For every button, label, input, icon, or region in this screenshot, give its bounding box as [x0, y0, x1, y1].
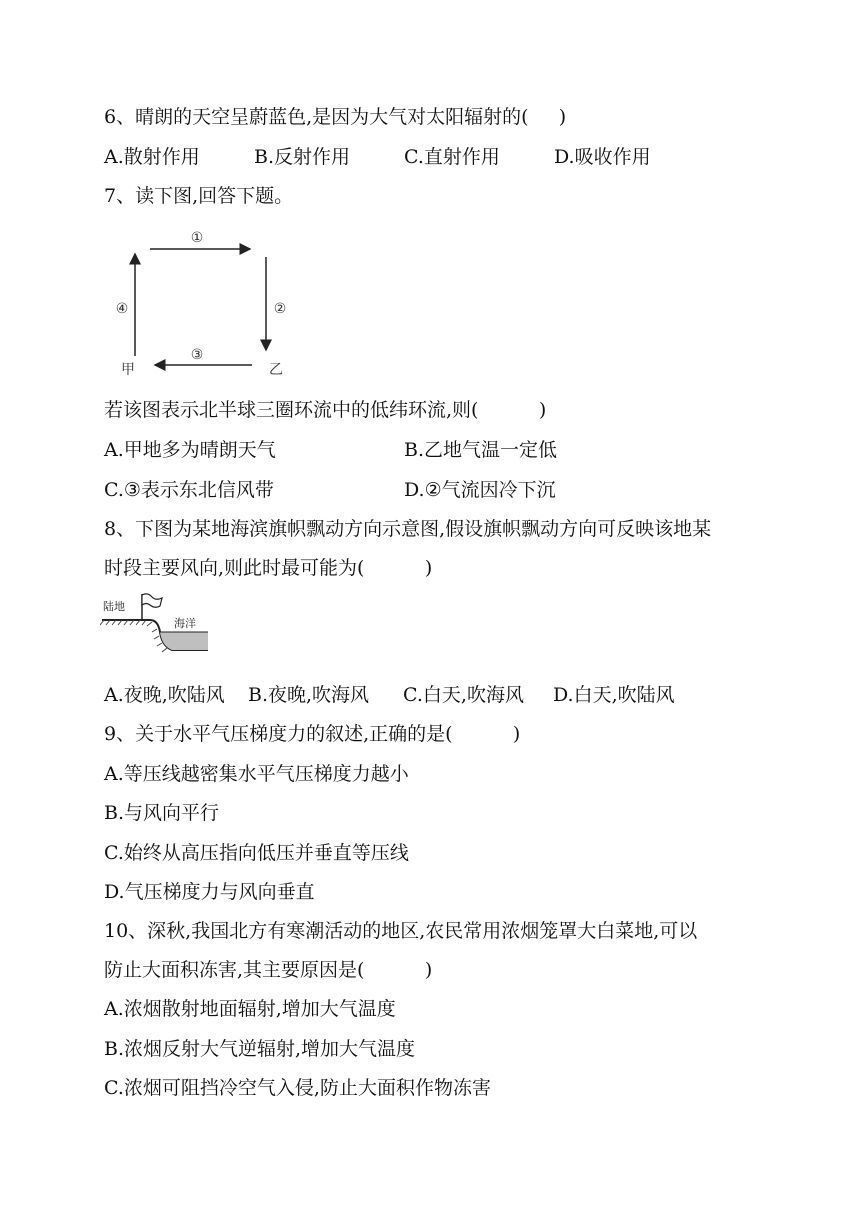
q7-option-b: B.乙地气温一定低 — [404, 439, 558, 461]
label-2: ② — [273, 301, 287, 317]
q7-option-d: D.②气流因冷下沉 — [404, 479, 556, 501]
q6-option-a: A.散射作用 — [104, 146, 200, 168]
q9-stem: 9、关于水平气压梯度力的叙述,正确的是( ) — [104, 723, 521, 745]
label-4: ④ — [115, 301, 129, 317]
q8-option-b: B.夜晚,吹海风 — [248, 684, 370, 706]
label-land: 陆地 — [103, 600, 125, 613]
circulation-diagram — [100, 222, 310, 382]
q7-stem: 7、读下图,回答下题。 — [104, 185, 294, 207]
q6-option-c: C.直射作用 — [404, 146, 500, 168]
label-yi: 乙 — [269, 362, 283, 378]
label-3: ③ — [190, 347, 204, 363]
label-1: ① — [190, 230, 204, 246]
q10-option-a: A.浓烟散射地面辐射,增加大气温度 — [104, 998, 396, 1020]
q10-stem-line2: 防止大面积冻害,其主要原因是( ) — [104, 959, 433, 981]
q6-stem: 6、晴朗的天空呈蔚蓝色,是因为大气对太阳辐射的( ) — [104, 106, 567, 128]
q8-option-a: A.夜晚,吹陆风 — [104, 684, 225, 706]
label-ocean: 海洋 — [174, 617, 196, 630]
label-jia: 甲 — [121, 362, 135, 378]
q9-option-c: C.始终从高压指向低压并垂直等压线 — [104, 842, 409, 864]
q10-option-b: B.浓烟反射大气逆辐射,增加大气温度 — [104, 1038, 416, 1060]
q7-option-c: C.③表示东北信风带 — [104, 479, 274, 501]
q8-stem-line1: 8、下图为某地海滨旗帜飘动方向示意图,假设旗帜飘动方向可反映该地某 — [104, 518, 712, 540]
coast-flag-diagram — [100, 592, 210, 672]
q8-option-d: D.白天,吹陆风 — [553, 684, 675, 706]
q8-stem-line2: 时段主要风向,则此时最可能为( ) — [104, 557, 433, 579]
q10-stem-line1: 10、深秋,我国北方有寒潮活动的地区,农民常用浓烟笼罩大白菜地,可以 — [104, 920, 698, 942]
q6-option-d: D.吸收作用 — [554, 146, 651, 168]
q9-option-d: D.气压梯度力与风向垂直 — [104, 881, 315, 903]
q8-option-c: C.白天,吹海风 — [403, 684, 524, 706]
q9-option-a: A.等压线越密集水平气压梯度力越小 — [104, 763, 409, 785]
q7-option-a: A.甲地多为晴朗天气 — [104, 439, 276, 461]
q6-option-b: B.反射作用 — [254, 146, 351, 168]
q9-option-b: B.与风向平行 — [104, 802, 220, 824]
q7-sub-stem: 若该图表示北半球三圈环流中的低纬环流,则( ) — [104, 399, 547, 421]
q10-option-c: C.浓烟可阻挡冷空气入侵,防止大面积作物冻害 — [104, 1077, 491, 1099]
